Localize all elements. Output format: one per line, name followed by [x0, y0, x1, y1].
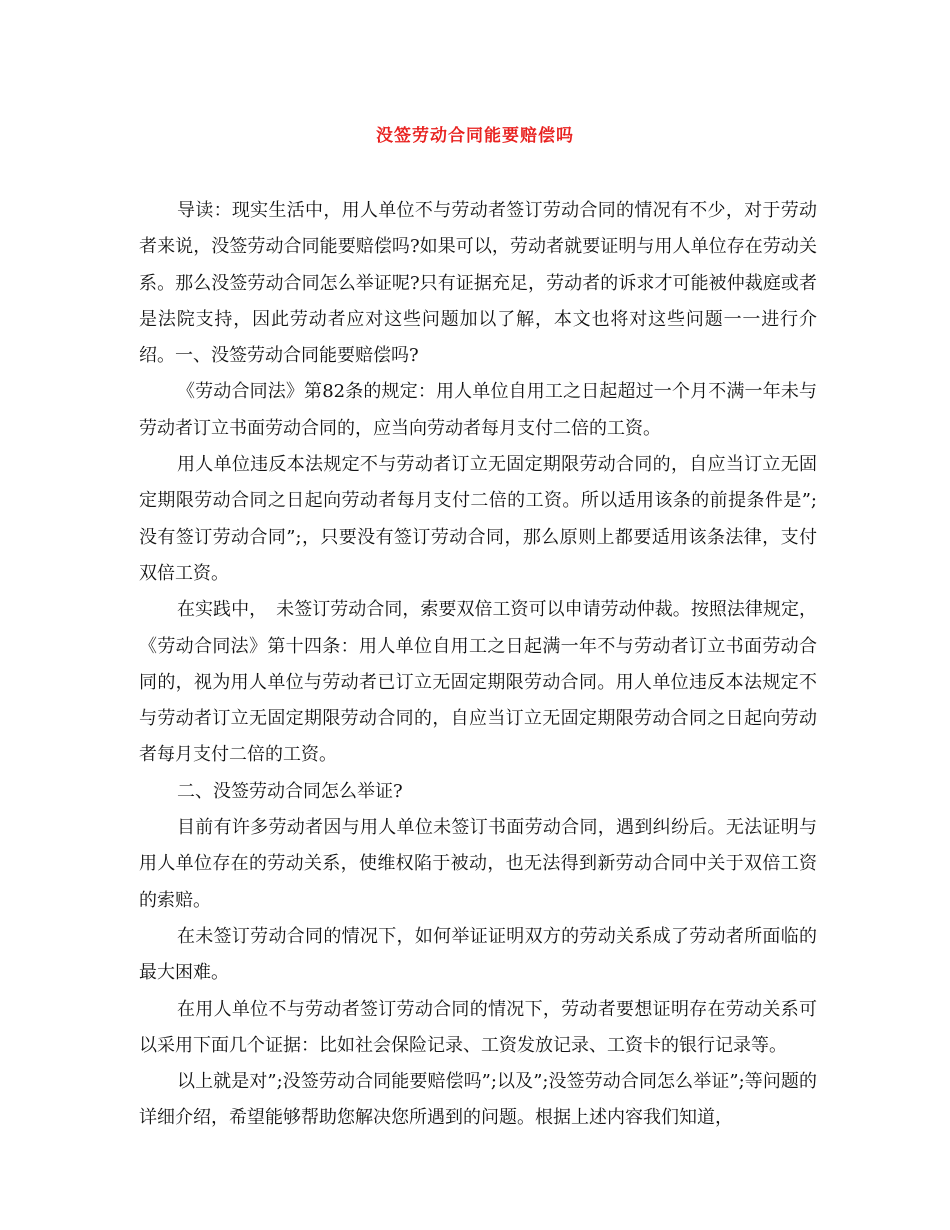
section-heading: 二、没签劳动合同怎么举证? — [177, 780, 403, 802]
paragraph: 《劳动合同法》第82条的规定：用人单位自用工之日起超过一个月不满一年未与劳动者订立书面劳动合同的，应当向劳动者每月支付二倍的工资。 — [139, 381, 817, 439]
paragraph: 用人单位违反本法规定不与劳动者订立无固定期限劳动合同的，自应当订立无固定期限劳动合同之日起向劳动者每月支付二倍的工资。所以适用该条的前提条件是”;没有签订劳动合同”;，只要没有签订劳动合同，那么原则上都要适用该条法律，支付双倍工资。 — [139, 454, 817, 584]
paragraph: 在用人单位不与劳动者签订劳动合同的情况下，劳动者要想证明存在劳动关系可以采用下面几个证据：比如社会保险记录、工资发放记录、工资卡的银行记录等。 — [139, 998, 817, 1056]
paragraph: 导读：现实生活中，用人单位不与劳动者签订劳动合同的情况有不少，对于劳动者来说，没签劳动合同能要赔偿吗?如果可以，劳动者就要证明与用人单位存在劳动关系。那么没签劳动合同怎么举证呢?只有证据充足，劳动者的诉求才可能被仲裁庭或者是法院支持，因此劳动者应对这些问题加以了解，本文也将对这些问题一一进行介绍。一、没签劳动合同能要赔偿吗? — [139, 200, 817, 367]
document-body — [139, 193, 817, 1137]
paragraph: 目前有许多劳动者因与用人单位未签订书面劳动合同，遇到纠纷后。无法证明与用人单位存在的劳动关系，使维权陷于被动，也无法得到新劳动合同中关于双倍工资的索赔。 — [139, 817, 817, 911]
paragraph: 在未签订劳动合同的情况下，如何举证证明双方的劳动关系成了劳动者所面临的最大困难。 — [139, 925, 817, 984]
paragraph: 在实践中， 未签订劳动合同，索要双倍工资可以申请劳动仲裁。按照法律规定，《劳动合同法》第十四条：用人单位自用工之日起满一年不与劳动者订立书面劳动合同的，视为用人单位与劳动者已订立无固定期限劳动合同。用人单位违反本法规定不与劳动者订立无固定期限劳动合同的，自应当订立无固定期限劳动合同之日起向劳动者每月支付二倍的工资。 — [139, 599, 817, 766]
document-title: 没签劳动合同能要赔偿吗 — [376, 126, 574, 146]
paragraph: 以上就是对”;没签劳动合同能要赔偿吗”;以及”;没签劳动合同怎么举证”;等问题的详细介绍，希望能够帮助您解决您所遇到的问题。根据上述内容我们知道， — [139, 1071, 817, 1129]
